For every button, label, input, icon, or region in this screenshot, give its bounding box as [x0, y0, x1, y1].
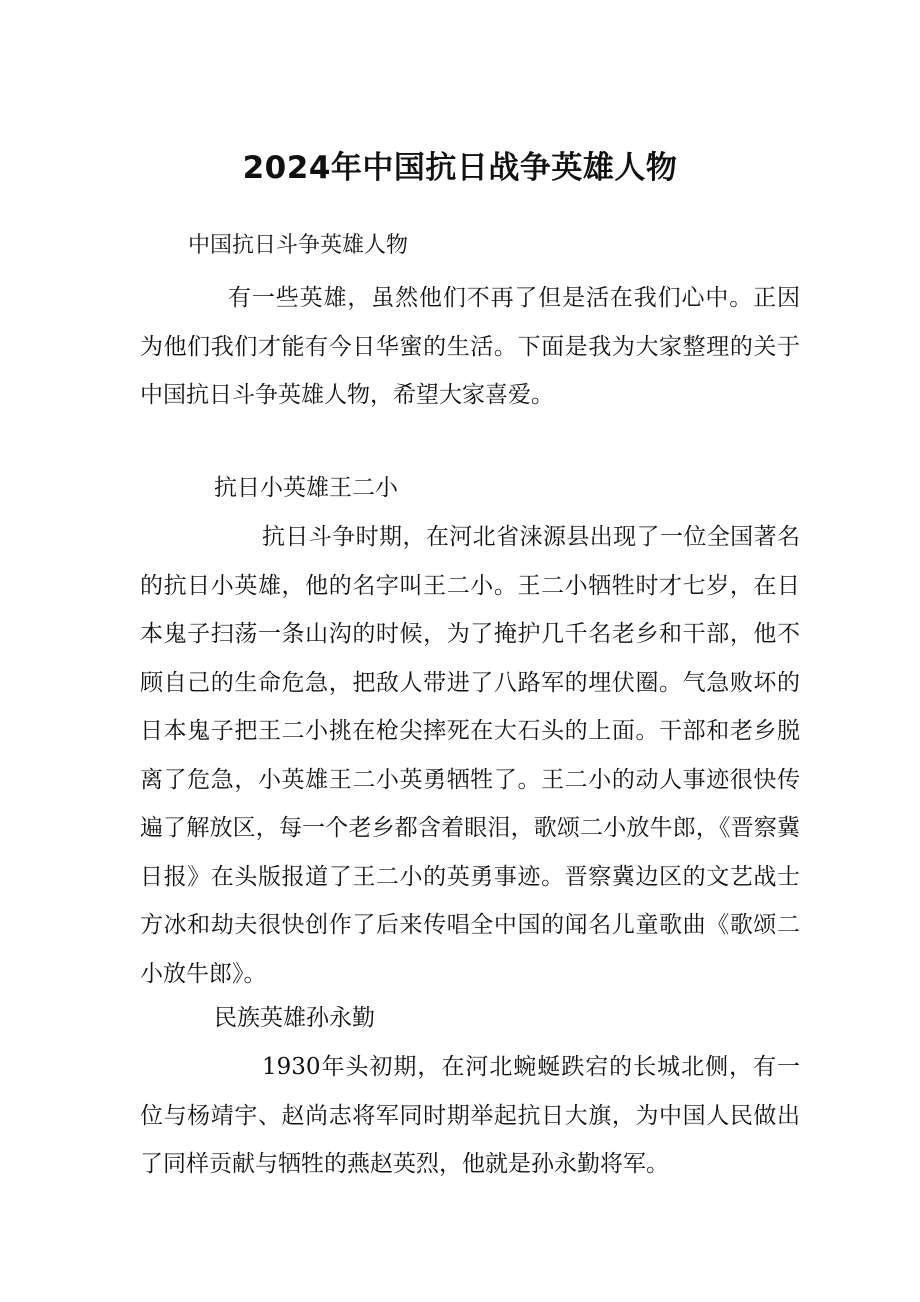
intro-paragraph: 有一些英雄，虽然他们不再了但是活在我们心中。正因为他们我们才能有今日华蜜的生活。下面是我为大家整理的关于中国抗日斗争英雄人物，希望大家喜爱。	[140, 285, 800, 408]
section-heading-wang-erxiao: 抗日小英雄王二小	[214, 475, 398, 501]
section-body-sun-yongqin: 1930年头初期，在河北蜿蜒跌宕的长城北侧，有一位与杨靖宇、赵尚志将军同时期举起抗日大旗，为中国人民做出了同样贡献与牺牲的燕赵英烈，他就是孙永勤将军。	[140, 1054, 800, 1177]
section-heading-sun-yongqin: 民族英雄孙永勤	[214, 1005, 375, 1031]
document-subheading: 中国抗日斗争英雄人物	[188, 233, 409, 258]
section-body-wang-erxiao: 抗日斗争时期，在河北省涞源县出现了一位全国著名的抗日小英雄，他的名字叫王二小。王二小牺牲时才七岁，在日本鬼子扫荡一条山沟的时候，为了掩护几千名老乡和干部，他不顾自己的生命危急，把敌人带进了八路军的埋伏圈。气急败坏的日本鬼子把王二小挑在枪尖摔死在大石头的上面。干部和老乡脱离了危急，小英雄王二小英勇牺牲了。王二小的动人事迹很快传遍了解放区，每一个老乡都含着眼泪，歌颂二小放牛郎，《晋察冀日报》在头版报道了王二小的英勇事迹。晋察冀边区的文艺战士方冰和劫夫很快创作了后来传唱全中国的闻名儿童歌曲《歌颂二小放牛郎》。	[140, 524, 800, 987]
document-title: 2024年中国抗日战争英雄人物	[242, 150, 678, 186]
